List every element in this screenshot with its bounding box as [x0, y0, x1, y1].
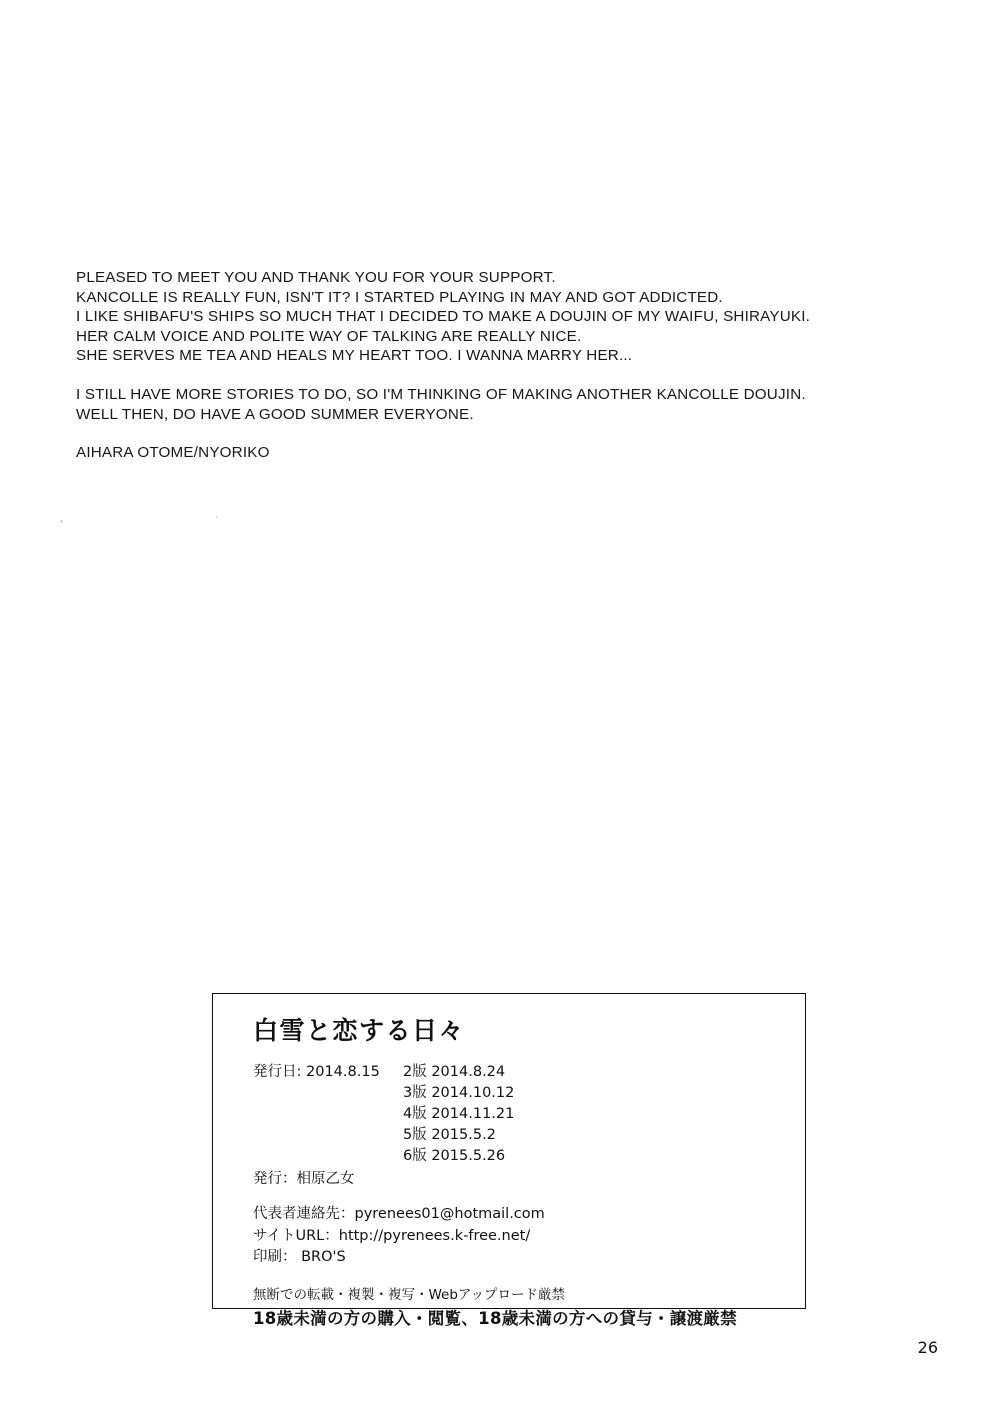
- reproduction-warning: 無断での転載・複製・複写・Webアップロード厳禁: [253, 1286, 565, 1303]
- publication-dates: [253, 1062, 777, 1167]
- site-url: サイトURL：http://pyrenees.k-free.net/: [253, 1227, 531, 1244]
- warning-block: [253, 1285, 777, 1331]
- edition-item: 5版 2015.5.2: [403, 1127, 496, 1143]
- printer-name: 印刷： BRO'S: [253, 1249, 346, 1265]
- publisher-name: 発行：相原乙女: [253, 1171, 355, 1187]
- edition-item: 2版 2014.8.24: [403, 1064, 506, 1080]
- page-number: 26: [917, 1338, 938, 1357]
- afterword-line-6: I STILL HAVE MORE STORIES TO DO, SO I'M THINKING OF MAKING ANOTHER KANCOLLE DOUJIN.: [76, 385, 806, 403]
- afterword-line-7: WELL THEN, DO HAVE A GOOD SUMMER EVERYONE.: [76, 405, 474, 423]
- edition-item: 4版 2014.11.21: [403, 1106, 515, 1122]
- edition-item: 3版 2014.10.12: [403, 1085, 515, 1101]
- afterword-line-3: I LIKE SHIBAFU'S SHIPS SO MUCH THAT I DECIDED TO MAKE A DOUJIN OF MY WAIFU, SHIRAYUKI.: [76, 308, 811, 326]
- paper-speck: [216, 516, 218, 518]
- colophon-box: [212, 993, 806, 1328]
- paragraph-spacer: [76, 366, 926, 385]
- age-restriction-warning: 18歳未満の方の購入・閲覧、18歳未満の方への貸与・譲渡厳禁: [253, 1308, 737, 1328]
- contact-block: [253, 1204, 777, 1269]
- edition-list: [403, 1062, 514, 1167]
- doujin-title: 白雪と恋する日々: [253, 1016, 466, 1045]
- afterword-line-5: SHE SERVES ME TEA AND HEALS MY HEART TOO. I WANNA MARRY HER...: [76, 347, 633, 365]
- afterword-text-block: [76, 268, 926, 463]
- afterword-line-2: KANCOLLE IS REALLY FUN, ISN'T IT? I STARTED PLAYING IN MAY AND GOT ADDICTED.: [76, 288, 723, 306]
- paper-speck: [60, 520, 63, 523]
- signature-spacer: [76, 424, 926, 443]
- publish-date: 発行日: 2014.8.15: [253, 1064, 380, 1080]
- afterword-line-1: PLEASED TO MEET YOU AND THANK YOU FOR YOUR SUPPORT.: [76, 269, 556, 286]
- afterword-line-4: HER CALM VOICE AND POLITE WAY OF TALKING ARE REALLY NICE.: [76, 327, 582, 345]
- author-signature: AIHARA OTOME/NYORIKO: [76, 444, 270, 462]
- edition-item: 6版 2015.5.26: [403, 1148, 506, 1164]
- contact-email: 代表者連絡先：pyrenees01@hotmail.com: [253, 1206, 545, 1222]
